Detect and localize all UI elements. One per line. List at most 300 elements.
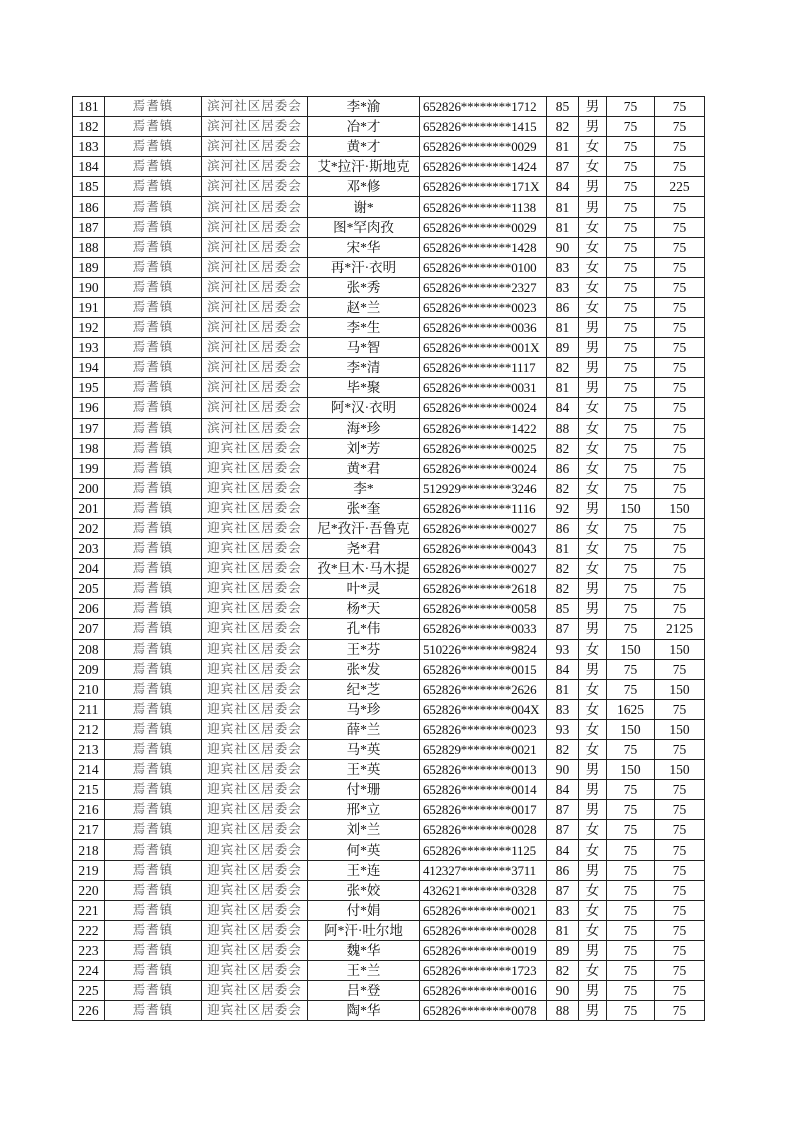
amount-b-cell: 75 xyxy=(655,539,705,559)
row-number: 213 xyxy=(73,740,105,760)
id-number-cell: 652826********1723 xyxy=(420,961,547,981)
age-cell: 82 xyxy=(547,961,579,981)
id-number-cell: 652826********0019 xyxy=(420,940,547,960)
id-number-cell: 652826********1116 xyxy=(420,498,547,518)
name-cell: 陶*华 xyxy=(308,1001,420,1021)
beneficiary-table xyxy=(72,96,705,1021)
community-cell: 滨河社区居委会 xyxy=(202,378,308,398)
age-cell: 84 xyxy=(547,840,579,860)
age-cell: 81 xyxy=(547,197,579,217)
community-cell: 迎宾社区居委会 xyxy=(202,760,308,780)
amount-b-cell: 75 xyxy=(655,458,705,478)
id-number-cell: 652826********0013 xyxy=(420,760,547,780)
community-cell: 迎宾社区居委会 xyxy=(202,900,308,920)
amount-a-cell: 75 xyxy=(607,157,655,177)
community-cell: 迎宾社区居委会 xyxy=(202,599,308,619)
name-cell: 毕*聚 xyxy=(308,378,420,398)
town-cell: 焉耆镇 xyxy=(105,920,202,940)
name-cell: 尼*孜汗·吾鲁克 xyxy=(308,518,420,538)
table-row xyxy=(73,880,705,900)
name-cell: 付*珊 xyxy=(308,780,420,800)
age-cell: 81 xyxy=(547,137,579,157)
id-number-cell: 510226********9824 xyxy=(420,639,547,659)
table-row xyxy=(73,940,705,960)
community-cell: 迎宾社区居委会 xyxy=(202,920,308,940)
community-cell: 迎宾社区居委会 xyxy=(202,981,308,1001)
amount-b-cell: 75 xyxy=(655,599,705,619)
id-number-cell: 652826********0036 xyxy=(420,318,547,338)
age-cell: 81 xyxy=(547,539,579,559)
gender-cell: 男 xyxy=(579,318,607,338)
amount-b-cell: 75 xyxy=(655,880,705,900)
amount-b-cell: 75 xyxy=(655,920,705,940)
amount-a-cell: 75 xyxy=(607,900,655,920)
row-number: 217 xyxy=(73,820,105,840)
town-cell: 焉耆镇 xyxy=(105,639,202,659)
amount-a-cell: 75 xyxy=(607,137,655,157)
amount-a-cell: 75 xyxy=(607,559,655,579)
name-cell: 王*兰 xyxy=(308,961,420,981)
id-number-cell: 652826********1125 xyxy=(420,840,547,860)
table-row xyxy=(73,981,705,1001)
row-number: 184 xyxy=(73,157,105,177)
table-row xyxy=(73,358,705,378)
name-cell: 李*生 xyxy=(308,318,420,338)
row-number: 218 xyxy=(73,840,105,860)
id-number-cell: 652826********001X xyxy=(420,338,547,358)
row-number: 212 xyxy=(73,719,105,739)
age-cell: 82 xyxy=(547,438,579,458)
row-number: 197 xyxy=(73,418,105,438)
age-cell: 93 xyxy=(547,639,579,659)
table-row xyxy=(73,458,705,478)
row-number: 185 xyxy=(73,177,105,197)
age-cell: 89 xyxy=(547,338,579,358)
row-number: 208 xyxy=(73,639,105,659)
gender-cell: 女 xyxy=(579,900,607,920)
table-row xyxy=(73,117,705,137)
table-row xyxy=(73,177,705,197)
town-cell: 焉耆镇 xyxy=(105,378,202,398)
name-cell: 艾*拉汗·斯地克 xyxy=(308,157,420,177)
amount-a-cell: 75 xyxy=(607,961,655,981)
id-number-cell: 652826********0015 xyxy=(420,659,547,679)
age-cell: 85 xyxy=(547,97,579,117)
id-number-cell: 652826********1117 xyxy=(420,358,547,378)
row-number: 214 xyxy=(73,760,105,780)
row-number: 182 xyxy=(73,117,105,137)
amount-a-cell: 75 xyxy=(607,780,655,800)
name-cell: 马*智 xyxy=(308,338,420,358)
gender-cell: 女 xyxy=(579,458,607,478)
id-number-cell: 652826********1415 xyxy=(420,117,547,137)
amount-a-cell: 75 xyxy=(607,338,655,358)
age-cell: 90 xyxy=(547,760,579,780)
gender-cell: 女 xyxy=(579,639,607,659)
row-number: 225 xyxy=(73,981,105,1001)
amount-a-cell: 75 xyxy=(607,1001,655,1021)
amount-b-cell: 75 xyxy=(655,318,705,338)
gender-cell: 女 xyxy=(579,157,607,177)
gender-cell: 女 xyxy=(579,679,607,699)
table-row xyxy=(73,157,705,177)
row-number: 210 xyxy=(73,679,105,699)
table-row xyxy=(73,740,705,760)
town-cell: 焉耆镇 xyxy=(105,760,202,780)
town-cell: 焉耆镇 xyxy=(105,237,202,257)
town-cell: 焉耆镇 xyxy=(105,418,202,438)
id-number-cell: 652826********0024 xyxy=(420,458,547,478)
amount-b-cell: 75 xyxy=(655,961,705,981)
gender-cell: 男 xyxy=(579,760,607,780)
gender-cell: 女 xyxy=(579,820,607,840)
town-cell: 焉耆镇 xyxy=(105,177,202,197)
age-cell: 81 xyxy=(547,920,579,940)
community-cell: 迎宾社区居委会 xyxy=(202,800,308,820)
name-cell: 图*罕肉孜 xyxy=(308,217,420,237)
table-row xyxy=(73,579,705,599)
town-cell: 焉耆镇 xyxy=(105,518,202,538)
amount-a-cell: 1625 xyxy=(607,699,655,719)
name-cell: 马*英 xyxy=(308,740,420,760)
town-cell: 焉耆镇 xyxy=(105,97,202,117)
id-number-cell: 652826********171X xyxy=(420,177,547,197)
amount-b-cell: 75 xyxy=(655,699,705,719)
name-cell: 谢* xyxy=(308,197,420,217)
age-cell: 84 xyxy=(547,398,579,418)
amount-b-cell: 75 xyxy=(655,940,705,960)
name-cell: 王*芬 xyxy=(308,639,420,659)
amount-a-cell: 75 xyxy=(607,378,655,398)
amount-b-cell: 75 xyxy=(655,860,705,880)
gender-cell: 女 xyxy=(579,961,607,981)
gender-cell: 女 xyxy=(579,880,607,900)
age-cell: 84 xyxy=(547,780,579,800)
community-cell: 滨河社区居委会 xyxy=(202,277,308,297)
name-cell: 薛*兰 xyxy=(308,719,420,739)
name-cell: 冶*才 xyxy=(308,117,420,137)
row-number: 211 xyxy=(73,699,105,719)
gender-cell: 男 xyxy=(579,117,607,137)
gender-cell: 男 xyxy=(579,1001,607,1021)
amount-a-cell: 75 xyxy=(607,940,655,960)
id-number-cell: 652826********2626 xyxy=(420,679,547,699)
town-cell: 焉耆镇 xyxy=(105,679,202,699)
id-number-cell: 652826********0033 xyxy=(420,619,547,639)
name-cell: 孔*伟 xyxy=(308,619,420,639)
row-number: 226 xyxy=(73,1001,105,1021)
row-number: 193 xyxy=(73,338,105,358)
table-row xyxy=(73,498,705,518)
age-cell: 87 xyxy=(547,820,579,840)
amount-b-cell: 75 xyxy=(655,981,705,1001)
name-cell: 刘*芳 xyxy=(308,438,420,458)
amount-a-cell: 75 xyxy=(607,277,655,297)
amount-a-cell: 75 xyxy=(607,981,655,1001)
table-row xyxy=(73,539,705,559)
town-cell: 焉耆镇 xyxy=(105,579,202,599)
table-row xyxy=(73,900,705,920)
row-number: 198 xyxy=(73,438,105,458)
gender-cell: 女 xyxy=(579,699,607,719)
id-number-cell: 652826********0058 xyxy=(420,599,547,619)
name-cell: 阿*汉·衣明 xyxy=(308,398,420,418)
age-cell: 81 xyxy=(547,217,579,237)
age-cell: 86 xyxy=(547,458,579,478)
amount-a-cell: 150 xyxy=(607,760,655,780)
amount-a-cell: 75 xyxy=(607,237,655,257)
town-cell: 焉耆镇 xyxy=(105,398,202,418)
name-cell: 李*渝 xyxy=(308,97,420,117)
table-row xyxy=(73,820,705,840)
amount-a-cell: 75 xyxy=(607,800,655,820)
town-cell: 焉耆镇 xyxy=(105,197,202,217)
gender-cell: 女 xyxy=(579,277,607,297)
age-cell: 90 xyxy=(547,237,579,257)
table-row xyxy=(73,97,705,117)
town-cell: 焉耆镇 xyxy=(105,498,202,518)
row-number: 195 xyxy=(73,378,105,398)
name-cell: 孜*旦木·马木提 xyxy=(308,559,420,579)
community-cell: 滨河社区居委会 xyxy=(202,137,308,157)
amount-b-cell: 150 xyxy=(655,719,705,739)
row-number: 196 xyxy=(73,398,105,418)
community-cell: 迎宾社区居委会 xyxy=(202,539,308,559)
row-number: 189 xyxy=(73,257,105,277)
row-number: 199 xyxy=(73,458,105,478)
amount-a-cell: 75 xyxy=(607,880,655,900)
table-row xyxy=(73,398,705,418)
community-cell: 迎宾社区居委会 xyxy=(202,820,308,840)
id-number-cell: 432621********0328 xyxy=(420,880,547,900)
table-row xyxy=(73,478,705,498)
amount-b-cell: 75 xyxy=(655,117,705,137)
amount-b-cell: 75 xyxy=(655,137,705,157)
town-cell: 焉耆镇 xyxy=(105,780,202,800)
town-cell: 焉耆镇 xyxy=(105,840,202,860)
name-cell: 黄*才 xyxy=(308,137,420,157)
table-body xyxy=(73,97,705,1021)
age-cell: 81 xyxy=(547,679,579,699)
table-row xyxy=(73,559,705,579)
age-cell: 83 xyxy=(547,277,579,297)
table-row xyxy=(73,639,705,659)
community-cell: 滨河社区居委会 xyxy=(202,177,308,197)
row-number: 181 xyxy=(73,97,105,117)
community-cell: 迎宾社区居委会 xyxy=(202,840,308,860)
amount-b-cell: 75 xyxy=(655,659,705,679)
id-number-cell: 652826********0043 xyxy=(420,539,547,559)
gender-cell: 男 xyxy=(579,97,607,117)
amount-b-cell: 75 xyxy=(655,800,705,820)
id-number-cell: 412327********3711 xyxy=(420,860,547,880)
gender-cell: 女 xyxy=(579,297,607,317)
row-number: 207 xyxy=(73,619,105,639)
name-cell: 宋*华 xyxy=(308,237,420,257)
id-number-cell: 652826********0021 xyxy=(420,900,547,920)
name-cell: 张*秀 xyxy=(308,277,420,297)
id-number-cell: 652826********0029 xyxy=(420,137,547,157)
community-cell: 迎宾社区居委会 xyxy=(202,478,308,498)
town-cell: 焉耆镇 xyxy=(105,619,202,639)
id-number-cell: 652826********1138 xyxy=(420,197,547,217)
table-row xyxy=(73,659,705,679)
row-number: 192 xyxy=(73,318,105,338)
id-number-cell: 652826********0023 xyxy=(420,297,547,317)
amount-b-cell: 75 xyxy=(655,197,705,217)
amount-a-cell: 75 xyxy=(607,318,655,338)
name-cell: 王*英 xyxy=(308,760,420,780)
id-number-cell: 652826********0027 xyxy=(420,559,547,579)
community-cell: 滨河社区居委会 xyxy=(202,358,308,378)
town-cell: 焉耆镇 xyxy=(105,137,202,157)
table-row xyxy=(73,438,705,458)
row-number: 187 xyxy=(73,217,105,237)
amount-a-cell: 75 xyxy=(607,820,655,840)
row-number: 194 xyxy=(73,358,105,378)
amount-b-cell: 75 xyxy=(655,900,705,920)
community-cell: 滨河社区居委会 xyxy=(202,197,308,217)
amount-a-cell: 75 xyxy=(607,920,655,940)
community-cell: 迎宾社区居委会 xyxy=(202,880,308,900)
name-cell: 吕*登 xyxy=(308,981,420,1001)
amount-b-cell: 75 xyxy=(655,237,705,257)
town-cell: 焉耆镇 xyxy=(105,117,202,137)
community-cell: 滨河社区居委会 xyxy=(202,97,308,117)
community-cell: 迎宾社区居委会 xyxy=(202,860,308,880)
row-number: 221 xyxy=(73,900,105,920)
gender-cell: 男 xyxy=(579,619,607,639)
id-number-cell: 652826********0017 xyxy=(420,800,547,820)
table-row xyxy=(73,619,705,639)
id-number-cell: 652826********1424 xyxy=(420,157,547,177)
name-cell: 魏*华 xyxy=(308,940,420,960)
gender-cell: 男 xyxy=(579,599,607,619)
community-cell: 滨河社区居委会 xyxy=(202,338,308,358)
amount-b-cell: 75 xyxy=(655,217,705,237)
id-number-cell: 652826********1422 xyxy=(420,418,547,438)
name-cell: 王*连 xyxy=(308,860,420,880)
id-number-cell: 652826********0078 xyxy=(420,1001,547,1021)
amount-b-cell: 75 xyxy=(655,518,705,538)
age-cell: 82 xyxy=(547,478,579,498)
age-cell: 87 xyxy=(547,619,579,639)
id-number-cell: 652826********0025 xyxy=(420,438,547,458)
name-cell: 纪*芝 xyxy=(308,679,420,699)
amount-b-cell: 75 xyxy=(655,740,705,760)
table-row xyxy=(73,137,705,157)
id-number-cell: 652826********0028 xyxy=(420,920,547,940)
table-row xyxy=(73,679,705,699)
name-cell: 再*汗·衣明 xyxy=(308,257,420,277)
gender-cell: 男 xyxy=(579,800,607,820)
town-cell: 焉耆镇 xyxy=(105,1001,202,1021)
community-cell: 迎宾社区居委会 xyxy=(202,518,308,538)
town-cell: 焉耆镇 xyxy=(105,257,202,277)
amount-a-cell: 75 xyxy=(607,518,655,538)
name-cell: 尧*君 xyxy=(308,539,420,559)
id-number-cell: 652826********1712 xyxy=(420,97,547,117)
town-cell: 焉耆镇 xyxy=(105,820,202,840)
id-number-cell: 652826********004X xyxy=(420,699,547,719)
gender-cell: 女 xyxy=(579,559,607,579)
age-cell: 84 xyxy=(547,659,579,679)
town-cell: 焉耆镇 xyxy=(105,599,202,619)
gender-cell: 男 xyxy=(579,338,607,358)
age-cell: 88 xyxy=(547,1001,579,1021)
row-number: 203 xyxy=(73,539,105,559)
name-cell: 张*发 xyxy=(308,659,420,679)
community-cell: 迎宾社区居委会 xyxy=(202,961,308,981)
table-row xyxy=(73,197,705,217)
name-cell: 付*娟 xyxy=(308,900,420,920)
amount-b-cell: 75 xyxy=(655,257,705,277)
row-number: 204 xyxy=(73,559,105,579)
age-cell: 86 xyxy=(547,860,579,880)
name-cell: 邓*修 xyxy=(308,177,420,197)
name-cell: 刘*兰 xyxy=(308,820,420,840)
town-cell: 焉耆镇 xyxy=(105,860,202,880)
community-cell: 迎宾社区居委会 xyxy=(202,699,308,719)
amount-b-cell: 75 xyxy=(655,297,705,317)
amount-b-cell: 75 xyxy=(655,820,705,840)
gender-cell: 女 xyxy=(579,840,607,860)
community-cell: 迎宾社区居委会 xyxy=(202,559,308,579)
amount-b-cell: 2125 xyxy=(655,619,705,639)
amount-b-cell: 75 xyxy=(655,97,705,117)
age-cell: 82 xyxy=(547,358,579,378)
name-cell: 杨*天 xyxy=(308,599,420,619)
age-cell: 81 xyxy=(547,378,579,398)
amount-a-cell: 75 xyxy=(607,579,655,599)
id-number-cell: 652829********0021 xyxy=(420,740,547,760)
id-number-cell: 652826********0023 xyxy=(420,719,547,739)
age-cell: 83 xyxy=(547,257,579,277)
town-cell: 焉耆镇 xyxy=(105,157,202,177)
name-cell: 赵*兰 xyxy=(308,297,420,317)
age-cell: 87 xyxy=(547,880,579,900)
gender-cell: 男 xyxy=(579,981,607,1001)
id-number-cell: 512929********3246 xyxy=(420,478,547,498)
table-row xyxy=(73,719,705,739)
community-cell: 滨河社区居委会 xyxy=(202,117,308,137)
amount-b-cell: 150 xyxy=(655,639,705,659)
gender-cell: 女 xyxy=(579,438,607,458)
document-page xyxy=(72,96,705,1021)
town-cell: 焉耆镇 xyxy=(105,297,202,317)
name-cell: 黄*君 xyxy=(308,458,420,478)
community-cell: 滨河社区居委会 xyxy=(202,398,308,418)
table-row xyxy=(73,378,705,398)
table-row xyxy=(73,338,705,358)
amount-b-cell: 75 xyxy=(655,438,705,458)
amount-a-cell: 75 xyxy=(607,438,655,458)
gender-cell: 男 xyxy=(579,940,607,960)
amount-a-cell: 150 xyxy=(607,498,655,518)
id-number-cell: 652826********0014 xyxy=(420,780,547,800)
age-cell: 87 xyxy=(547,157,579,177)
id-number-cell: 652826********0027 xyxy=(420,518,547,538)
age-cell: 89 xyxy=(547,940,579,960)
row-number: 206 xyxy=(73,599,105,619)
table-row xyxy=(73,518,705,538)
id-number-cell: 652826********0016 xyxy=(420,981,547,1001)
amount-b-cell: 75 xyxy=(655,559,705,579)
age-cell: 83 xyxy=(547,900,579,920)
community-cell: 迎宾社区居委会 xyxy=(202,458,308,478)
table-row xyxy=(73,277,705,297)
town-cell: 焉耆镇 xyxy=(105,699,202,719)
